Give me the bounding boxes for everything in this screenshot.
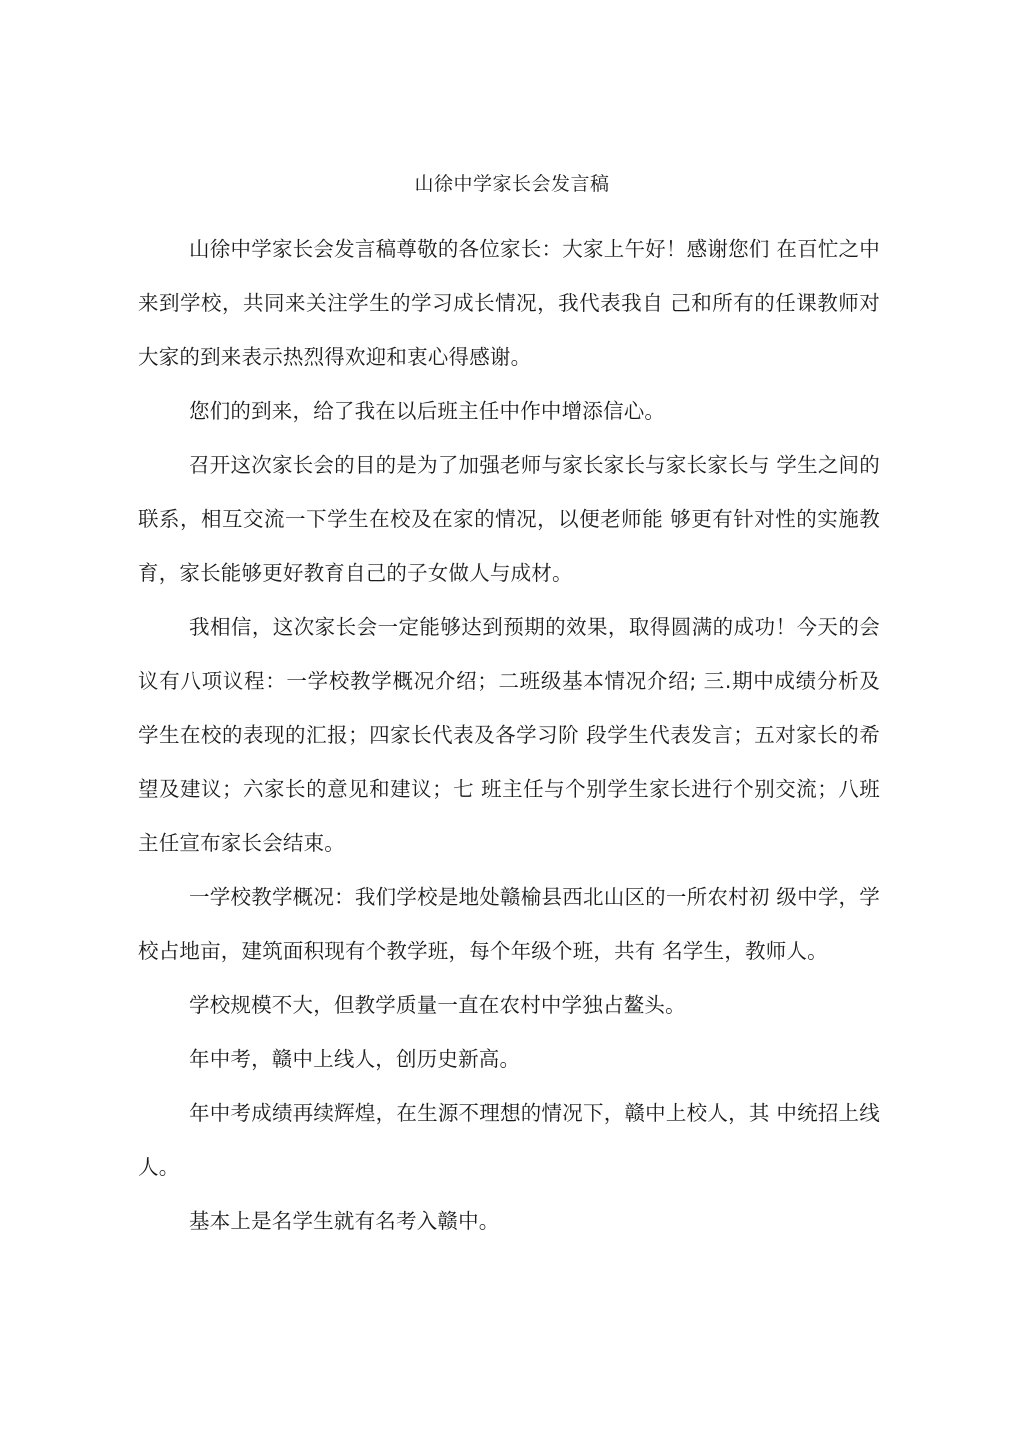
paragraph: 召开这次家长会的目的是为了加强老师与家长家长与家长家长与 学生之间的联系，相互交流一下学生在校及在家的情况，以便老师能 够更有针对性的实施教育，家长能够更好教育自己的子女做人与成材。 (138, 453, 880, 585)
paragraph: 年中考成绩再续辉煌，在生源不理想的情况下，赣中上校人，其 中统招上线人。 (138, 1101, 880, 1179)
paragraph: 年中考，赣中上线人，创历史新高。 (189, 1047, 521, 1071)
paragraph: 学校规模不大，但教学质量一直在农村中学独占鳌头。 (189, 993, 686, 1017)
document-title: 山徐中学家长会发言稿 (414, 173, 610, 195)
paragraph: 我相信，这次家长会一定能够达到预期的效果，取得圆满的成功！今天的会议有八项议程：一学校教学概况介绍；二班级基本情况介绍; 三.期中成绩分析及学生在校的表现的汇报；四家长代表及各学习阶 段学生代表发言；五对家长的希望及建议；六家长的意见和建议；七 班主任与个别学生家长进行个别交流；八班主任宣布家长会结束。 (138, 615, 880, 855)
paragraph: 基本上是名学生就有名考入赣中。 (189, 1209, 500, 1233)
paragraph: 山徐中学家长会发言稿尊敬的各位家长：大家上午好！感谢您们 在百忙之中来到学校，共同来关注学生的学习成长情况，我代表我自 己和所有的任课教师对大家的到来表示热烈得欢迎和衷心得感谢。 (138, 237, 880, 369)
document-body (138, 222, 880, 1248)
paragraph: 一学校教学概况：我们学校是地处赣榆县西北山区的一所农村初 级中学，学校占地亩，建筑面积现有个教学班，每个年级个班，共有 名学生，教师人。 (138, 885, 880, 963)
paragraph: 您们的到来，给了我在以后班主任中作中增添信心。 (189, 399, 666, 423)
